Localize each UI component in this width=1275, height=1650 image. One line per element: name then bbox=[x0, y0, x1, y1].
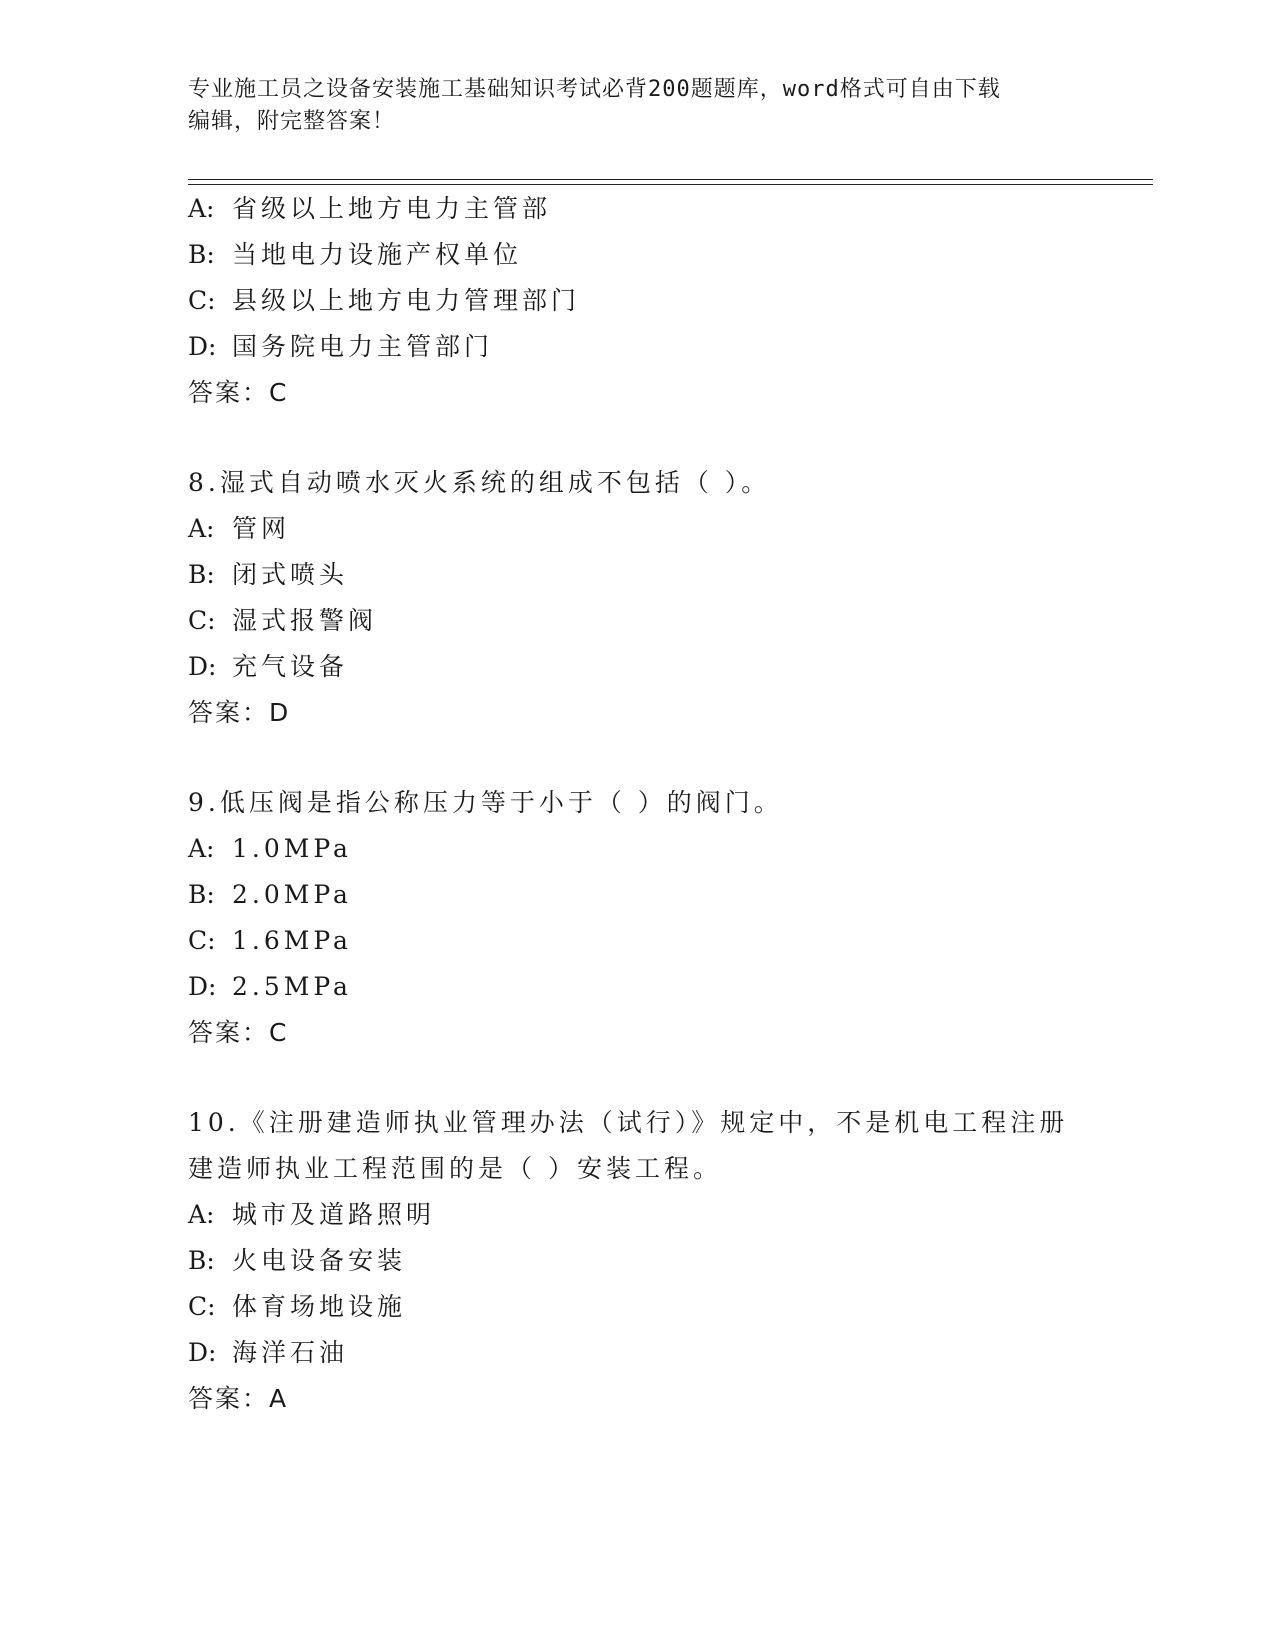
question-option bbox=[188, 644, 1148, 690]
option-letter: D: bbox=[188, 1338, 217, 1367]
option-text: 2.5MPa bbox=[232, 972, 352, 1001]
question-stem: 建造师执业工程范围的是（ ）安装工程。 bbox=[188, 1154, 722, 1183]
question-spacer bbox=[188, 1056, 1148, 1100]
question-option bbox=[188, 826, 1148, 872]
option-letter: C: bbox=[188, 926, 216, 955]
question-list bbox=[188, 186, 1148, 1422]
option-text: 2.0MPa bbox=[232, 880, 352, 909]
option-text: 充气设备 bbox=[232, 652, 349, 681]
option-letter: C: bbox=[188, 286, 216, 315]
option-text: 省级以上地方电力主管部 bbox=[232, 194, 552, 223]
header-title-line-2: 编辑，附完整答案！ bbox=[188, 109, 396, 134]
option-letter: B: bbox=[188, 560, 215, 589]
option-letter: C: bbox=[188, 606, 216, 635]
option-text: 管网 bbox=[232, 514, 291, 543]
question-stem: 8.湿式自动喷水灭火系统的组成不包括（ ）。 bbox=[188, 468, 771, 497]
question-block bbox=[188, 1100, 1148, 1422]
option-letter: B: bbox=[188, 240, 215, 269]
option-letter: A: bbox=[188, 514, 215, 543]
question-option bbox=[188, 1192, 1148, 1238]
option-text: 国务院电力主管部门 bbox=[232, 332, 494, 361]
question-stem: 9.低压阀是指公称压力等于小于（ ）的阀门。 bbox=[188, 788, 783, 817]
header-divider-top bbox=[188, 179, 1153, 180]
header-divider-bottom bbox=[188, 184, 1153, 185]
option-letter: C: bbox=[188, 1292, 216, 1321]
question-option bbox=[188, 324, 1148, 370]
option-letter: D: bbox=[188, 652, 217, 681]
option-text: 闭式喷头 bbox=[232, 560, 349, 589]
question-option bbox=[188, 1238, 1148, 1284]
option-letter: A: bbox=[188, 1200, 215, 1229]
document-header bbox=[188, 74, 1088, 138]
option-letter: D: bbox=[188, 972, 217, 1001]
question-option bbox=[188, 598, 1148, 644]
question-option bbox=[188, 186, 1148, 232]
question-stem: 10.《注册建造师执业管理办法（试行）》规定中，不是机电工程注册 bbox=[188, 1108, 1069, 1137]
question-block bbox=[188, 780, 1148, 1056]
question-option bbox=[188, 506, 1148, 552]
option-text: 海洋石油 bbox=[232, 1338, 349, 1367]
question-option bbox=[188, 278, 1148, 324]
answer-line: 答案：C bbox=[188, 378, 289, 407]
question-option bbox=[188, 1330, 1148, 1376]
answer-line: 答案：A bbox=[188, 1384, 289, 1413]
option-letter: B: bbox=[188, 880, 215, 909]
question-option bbox=[188, 1284, 1148, 1330]
question-option bbox=[188, 232, 1148, 278]
answer-line: 答案：C bbox=[188, 1018, 289, 1047]
option-letter: B: bbox=[188, 1246, 215, 1275]
header-title-line-1: 专业施工员之设备安装施工基础知识考试必背200题题库，word格式可自由下载 bbox=[188, 77, 1001, 102]
option-text: 湿式报警阀 bbox=[232, 606, 378, 635]
option-text: 1.6MPa bbox=[232, 926, 352, 955]
option-text: 县级以上地方电力管理部门 bbox=[232, 286, 581, 315]
option-text: 体育场地设施 bbox=[232, 1292, 407, 1321]
question-block bbox=[188, 186, 1148, 416]
question-block bbox=[188, 460, 1148, 736]
option-letter: A: bbox=[188, 194, 215, 223]
question-spacer bbox=[188, 416, 1148, 460]
option-text: 城市及道路照明 bbox=[232, 1200, 436, 1229]
question-option bbox=[188, 552, 1148, 598]
question-spacer bbox=[188, 736, 1148, 780]
option-text: 火电设备安装 bbox=[232, 1246, 407, 1275]
question-option bbox=[188, 918, 1148, 964]
answer-line: 答案：D bbox=[188, 698, 291, 727]
option-text: 1.0MPa bbox=[232, 834, 352, 863]
option-text: 当地电力设施产权单位 bbox=[232, 240, 523, 269]
option-letter: A: bbox=[188, 834, 215, 863]
question-option bbox=[188, 964, 1148, 1010]
question-option bbox=[188, 872, 1148, 918]
option-letter: D: bbox=[188, 332, 217, 361]
